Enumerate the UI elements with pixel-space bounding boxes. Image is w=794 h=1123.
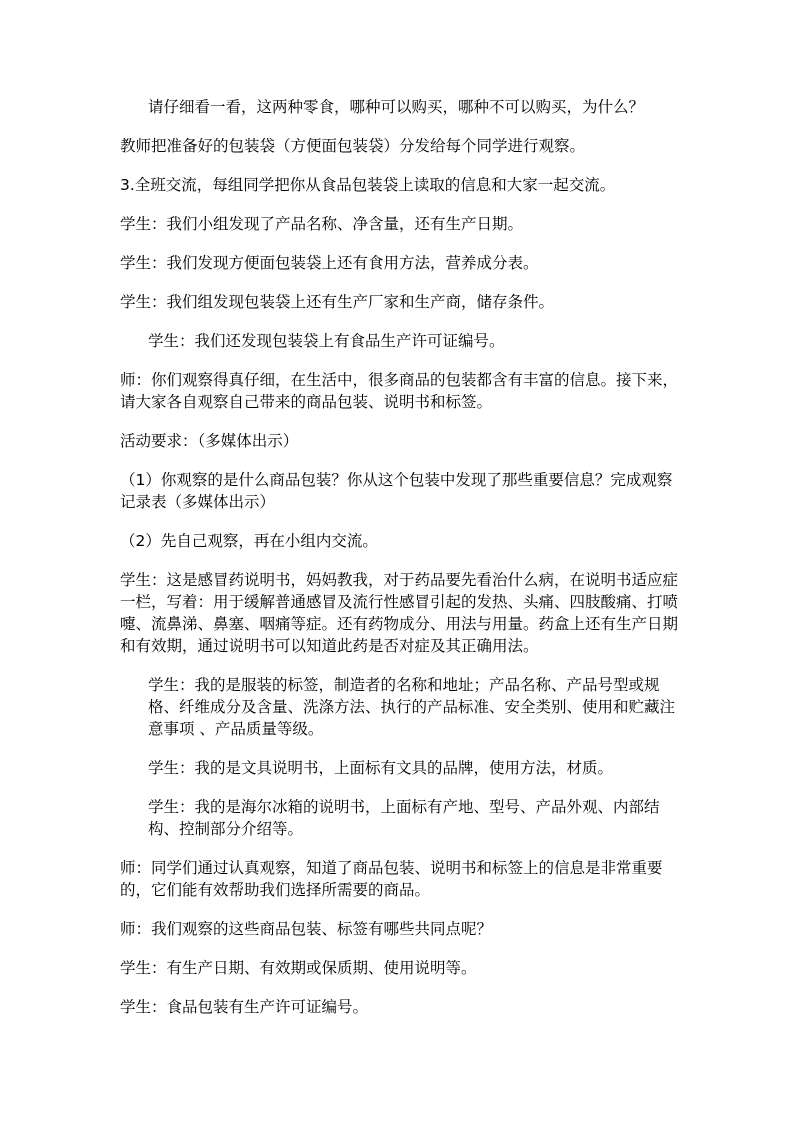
paragraph-requirement-2: （2）先自己观察，再在小组内交流。 <box>120 532 378 550</box>
paragraph-student-fridge: 学生：我的是海尔冰箱的说明书，上面标有产地、型号、产品外观、内部结构、控制部分介绍等。 <box>148 798 660 838</box>
paragraph-student-stationery: 学生：我的是文具说明书，上面标有文具的品牌，使用方法，材质。 <box>148 759 614 777</box>
paragraph-teacher-observe: 师：你们观察得真仔细，在生活中，很多商品的包装都含有丰富的信息。接下来，请大家各自观察自己带来的商品包装、说明书和标签。 <box>120 371 679 411</box>
paragraph-student-3: 学生：我们组发现包装袋上还有生产厂家和生产商，储存条件。 <box>120 293 555 311</box>
paragraph-student-common-2: 学生：食品包装有生产许可证编号。 <box>120 998 369 1016</box>
paragraph-teacher-distributes: 教师把准备好的包装袋（方便面包装袋）分发给每个同学进行观察。 <box>120 137 586 155</box>
paragraph-question: 请仔细看一看，这两种零食，哪种可以购买，哪种不可以购买，为什么？ <box>148 98 645 116</box>
paragraph-student-common-1: 学生：有生产日期、有效期或保质期、使用说明等。 <box>120 959 477 977</box>
paragraph-teacher-question: 师：我们观察的这些商品包装、标签有哪些共同点呢？ <box>120 920 493 938</box>
paragraph-activity-requirements: 活动要求：（多媒体出示） <box>120 432 299 450</box>
paragraph-student-1: 学生：我们小组发现了产品名称、净含量，还有生产日期。 <box>120 215 524 233</box>
paragraph-student-medicine: 学生：这是感冒药说明书，妈妈教我，对于药品要先看治什么病，在说明书适应症一栏，写着：用于缓解普通感冒及流行性感冒引起的发热、头痛、四肢酸痛、打喷嚏、流鼻涕、鼻塞、咽痛等症。还有药物成分、用法与用量。药盒上还有生产日期和有效期，通过说明书可以知道此药是否对症及其正确用法。 <box>120 571 679 655</box>
paragraph-teacher-summary: 师：同学们通过认真观察，知道了商品包装、说明书和标签上的信息是非常重要的，它们能有效帮助我们选择所需要的商品。 <box>120 859 663 899</box>
paragraph-student-2: 学生：我们发现方便面包装袋上还有食用方法，营养成分表。 <box>120 254 539 272</box>
paragraph-student-clothing: 学生：我的是服装的标签，制造者的名称和地址；产品名称、产品号型或规格、纤维成分及含量、洗涤方法、执行的产品标准、安全类别、使用和贮藏注意事项 、产品质量等级。 <box>148 676 676 738</box>
paragraph-class-exchange: 3.全班交流，每组同学把你从食品包装袋上读取的信息和大家一起交流。 <box>120 176 616 194</box>
paragraph-student-4: 学生：我们还发现包装袋上有食品生产许可证编号。 <box>148 332 505 350</box>
paragraph-requirement-1: （1）你观察的是什么商品包装？你从这个包装中发现了那些重要信息？完成观察记录表（多媒体出示） <box>120 471 673 511</box>
